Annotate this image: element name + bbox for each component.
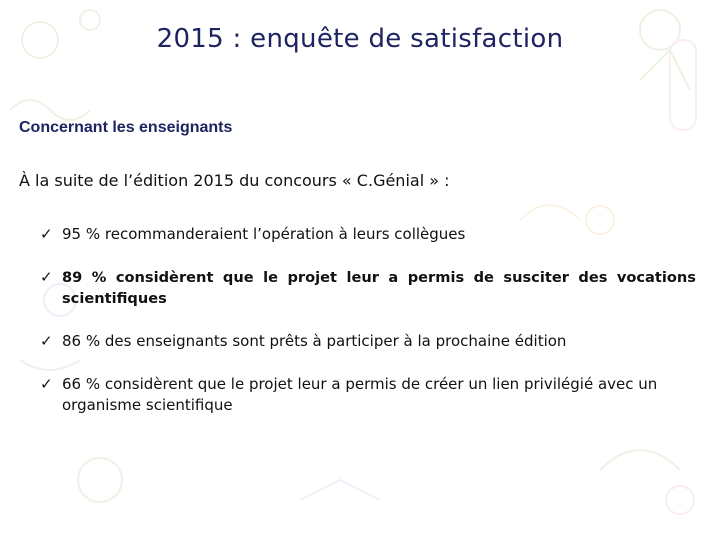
list-item (40, 267, 696, 309)
slide-title: 2015 : enquête de satisfaction (156, 24, 564, 54)
check-icon: ✓ (40, 268, 53, 286)
list-item (40, 331, 696, 352)
check-icon: ✓ (40, 225, 53, 243)
list-item (40, 374, 696, 416)
list-item-text: 66 % considèrent que le projet leur a permis de créer un lien privilégié avec un organisme scientifique (62, 375, 658, 414)
check-icon: ✓ (40, 332, 53, 350)
list-item-text: 86 % des enseignants sont prêts à participer à la prochaine édition (62, 332, 567, 350)
section-heading: Concernant les enseignants (19, 119, 233, 136)
results-list (40, 224, 696, 438)
list-item (40, 224, 696, 245)
intro-text: À la suite de l’édition 2015 du concours « C.Génial » : (19, 171, 450, 190)
list-item-text: 89 % considèrent que le projet leur a permis de susciter des vocations scientifiques (62, 269, 696, 307)
check-icon: ✓ (40, 375, 53, 393)
list-item-text: 95 % recommanderaient l’opération à leurs collègues (62, 225, 466, 243)
